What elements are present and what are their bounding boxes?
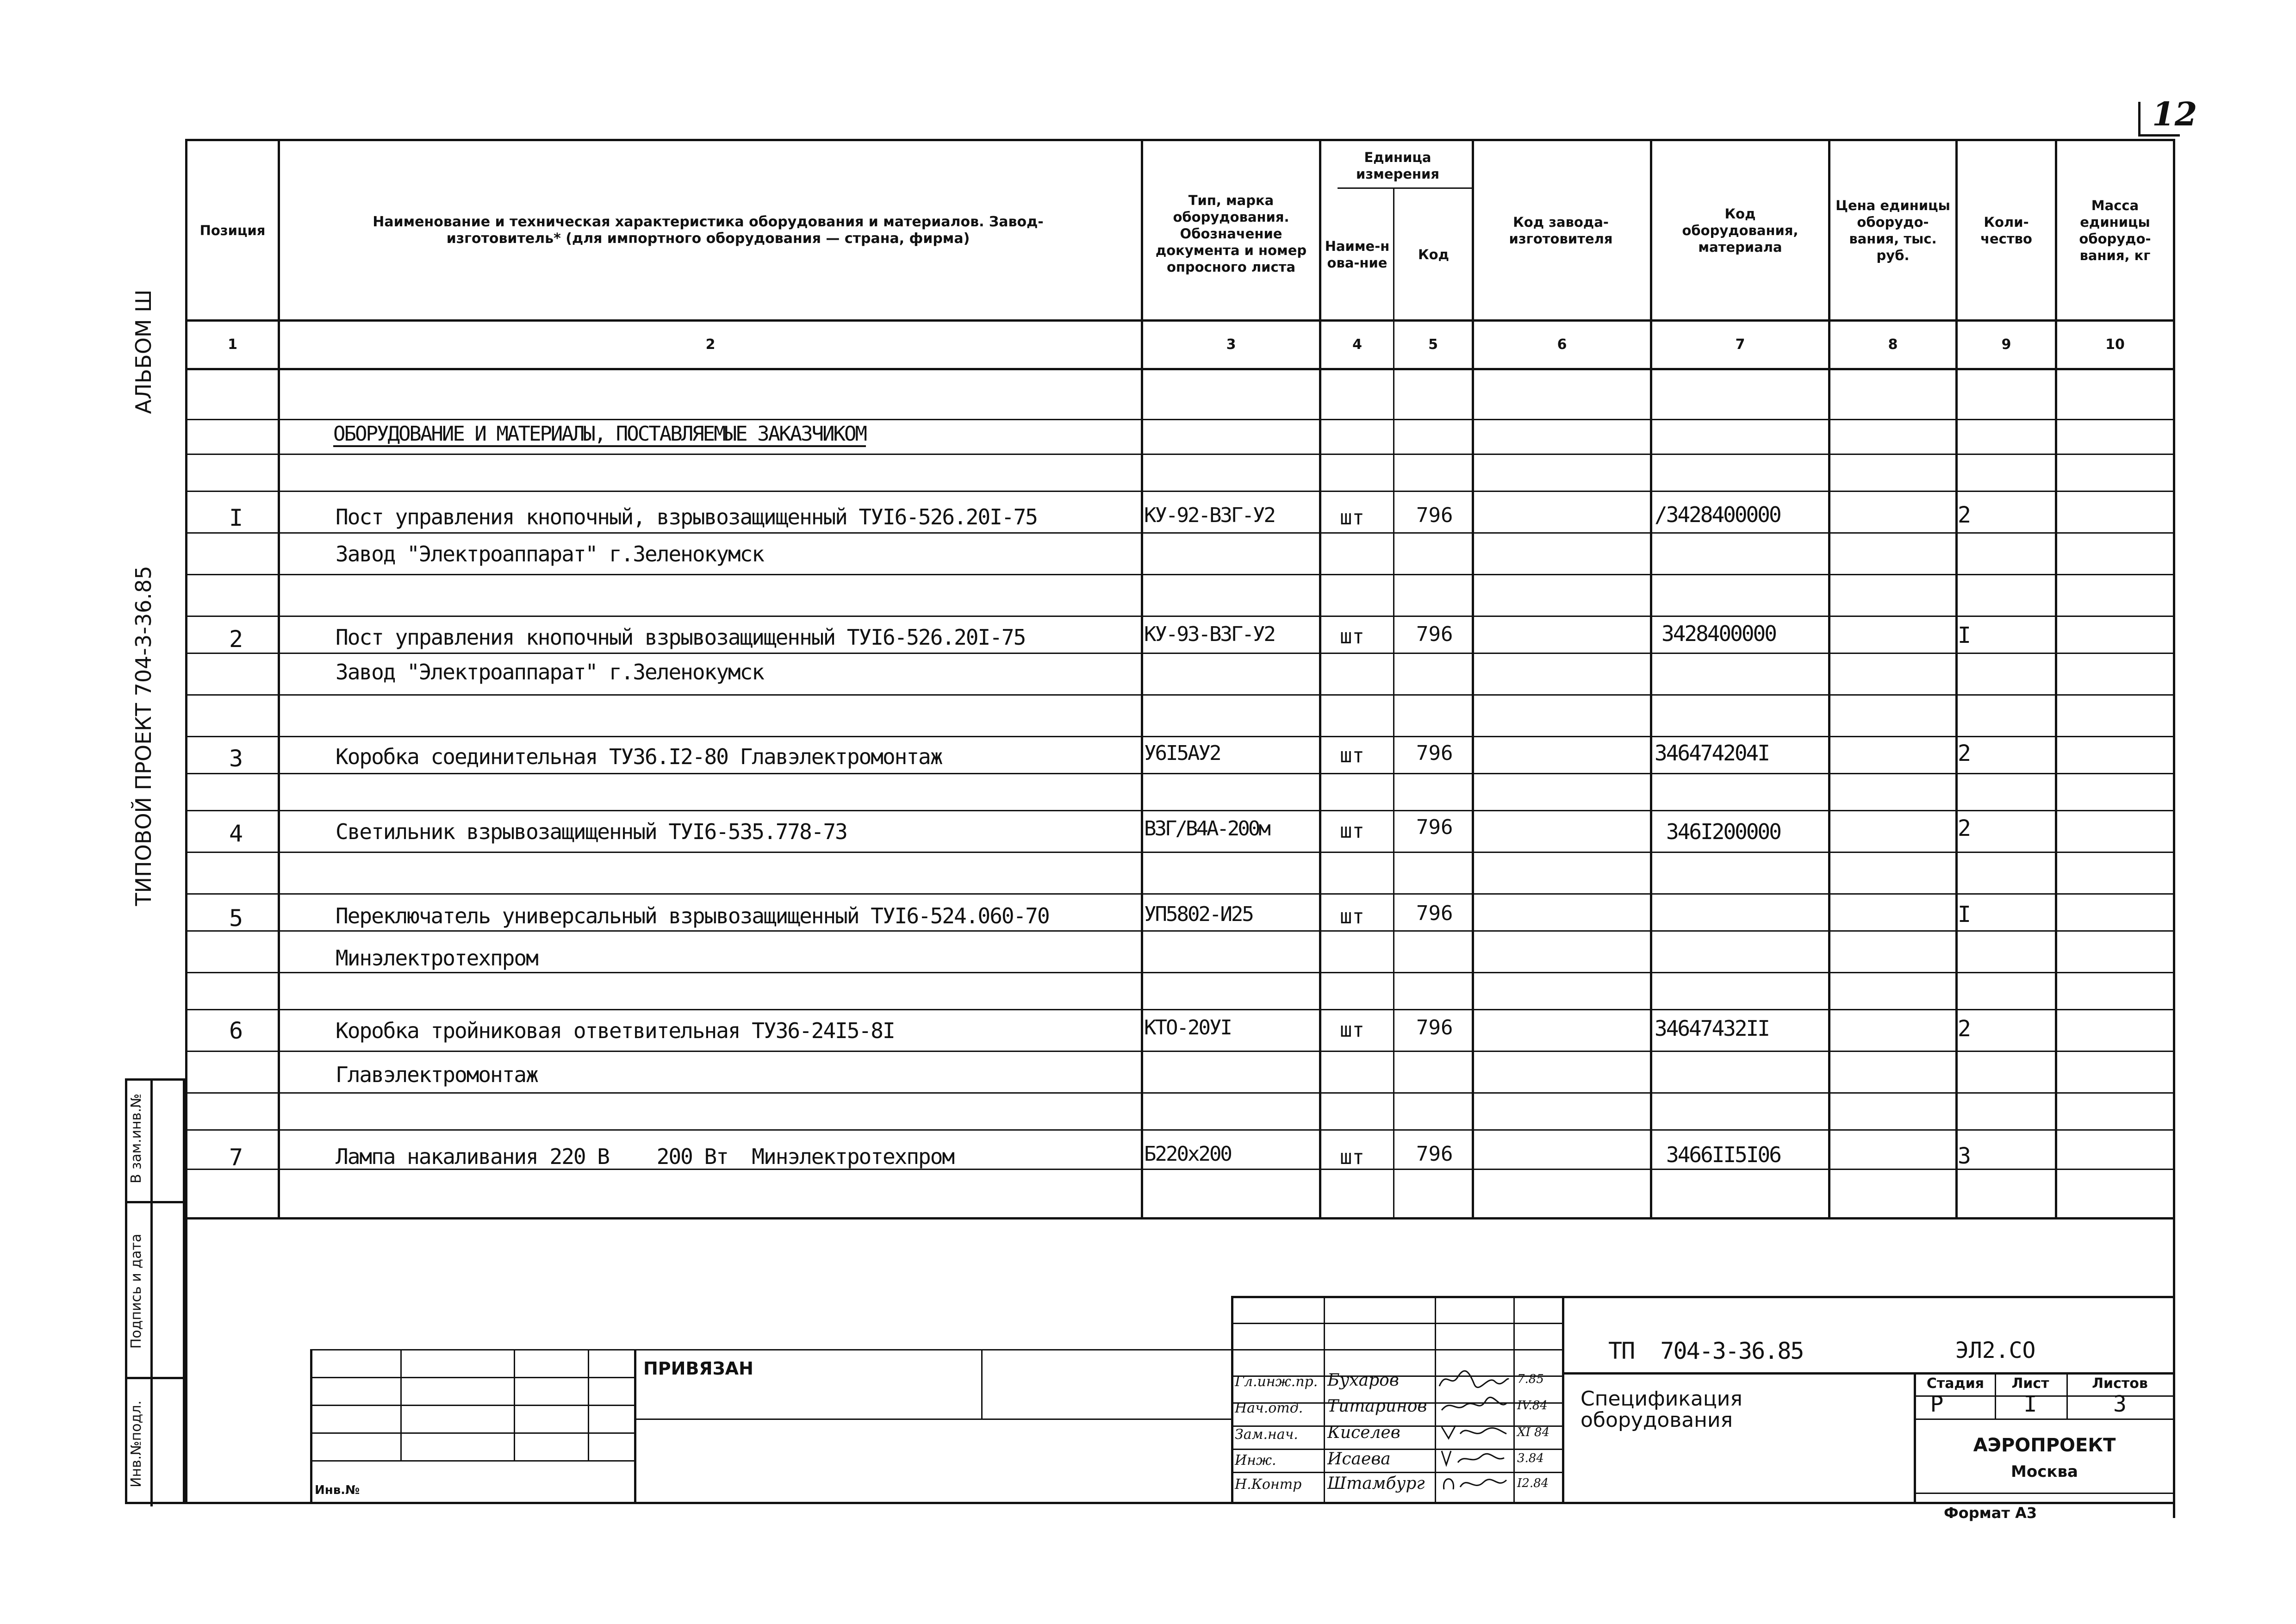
document-code: ТП 704-3-36.85 xyxy=(1608,1338,1804,1364)
item-6-manufacturer: Главэлектромонтаж xyxy=(336,1062,538,1087)
format-label: Формат А3 xyxy=(1944,1504,2037,1522)
signer-4-date: 3.84 xyxy=(1517,1451,1544,1465)
item-5-name: Переключатель универсальный взрывозащищенный ТУI6-524.060-70 xyxy=(336,903,1049,928)
signer-1-role: Гл.инж.пр. xyxy=(1235,1374,1318,1390)
item-3-quantity: 2 xyxy=(1958,740,1971,766)
item-4-unit-code: 796 xyxy=(1416,815,1453,839)
item-6-quantity: 2 xyxy=(1958,1016,1971,1042)
signer-2-date: IV.84 xyxy=(1517,1399,1548,1412)
header-plant-code: Код завода-изготовителя xyxy=(1509,214,1613,247)
signer-1-date: 7.85 xyxy=(1517,1372,1544,1386)
item-6-unit: шт xyxy=(1340,1018,1364,1042)
item-2-unit-code: 796 xyxy=(1416,622,1453,646)
signer-3-name: Киселев xyxy=(1327,1423,1400,1442)
document-title: Спецификация оборудования xyxy=(1580,1387,1742,1432)
item-4-name: Светильник взрывозащищенный ТУI6-535.778-73 xyxy=(336,819,847,844)
signer-1-signature xyxy=(1437,1368,1511,1391)
item-7-unit: шт xyxy=(1340,1145,1364,1169)
item-4-position: 4 xyxy=(229,820,243,847)
item-2-manufacturer: Завод "Электроаппарат" г.Зеленокумск xyxy=(336,660,764,684)
header-unit-name: Наиме-нова-ние xyxy=(1325,238,1390,271)
item-7-name: Лампа накаливания 220 В 200 Вт Минэлектротехпром xyxy=(336,1144,954,1169)
header-quantity: Коли-чество xyxy=(1980,214,2032,247)
item-4-code: 346I200000 xyxy=(1666,819,1780,844)
signer-3-date: XI 84 xyxy=(1517,1425,1550,1439)
item-5-position: 5 xyxy=(229,905,243,932)
item-1-position: I xyxy=(229,504,243,531)
sheet-number-tick xyxy=(2138,102,2140,137)
item-6-unit-code: 796 xyxy=(1416,1016,1453,1039)
item-7-type: Б220х200 xyxy=(1144,1142,1231,1166)
album-label: АЛЬБОМ Ш xyxy=(131,289,156,414)
item-5-unit-code: 796 xyxy=(1416,902,1453,925)
sheets-label: Листов xyxy=(2092,1375,2148,1392)
signer-2-signature xyxy=(1439,1394,1509,1417)
section-title: ОБОРУДОВАНИЕ И МАТЕРИАЛЫ, ПОСТАВЛЯЕМЫЕ ЗАКАЗЧИКОМ xyxy=(333,422,866,446)
item-7-unit-code: 796 xyxy=(1416,1142,1453,1166)
signer-5-role: Н.Контр xyxy=(1235,1476,1302,1493)
inventory-label: Инв.№ xyxy=(315,1483,360,1497)
item-4-unit: шт xyxy=(1340,819,1364,843)
item-5-unit: шт xyxy=(1340,905,1364,928)
sheet-value: I xyxy=(2023,1391,2037,1417)
sheet-number: 12 xyxy=(2152,95,2197,133)
col-number-1: 1 xyxy=(228,336,237,353)
item-3-code: 346474204I xyxy=(1655,740,1769,765)
signer-2-name: Титаринов xyxy=(1327,1397,1427,1416)
header-position: Позиция xyxy=(199,222,266,238)
header-unit-code: Код xyxy=(1418,247,1450,262)
item-6-position: 6 xyxy=(229,1017,243,1044)
item-6-name: Коробка тройниковая ответвительная ТУ36-24I5-8I xyxy=(336,1018,895,1043)
sheet-number-underline xyxy=(2138,134,2180,137)
item-7-quantity: 3 xyxy=(1958,1143,1971,1169)
item-3-unit: шт xyxy=(1340,744,1364,767)
signer-4-role: Инж. xyxy=(1235,1452,1276,1468)
item-5-manufacturer: Минэлектротехпром xyxy=(336,946,538,971)
binding-block xyxy=(310,1349,1233,1504)
item-1-unit: шт xyxy=(1340,506,1364,529)
project-label: ТИПОВОЙ ПРОЕКТ 704-3-36.85 xyxy=(131,566,156,906)
header-price: Цена единицы оборудо-вания, тыс. руб. xyxy=(1836,197,1950,263)
item-2-type: КУ-93-ВЗГ-У2 xyxy=(1144,622,1275,646)
sheet-label: Лист xyxy=(2011,1375,2049,1392)
col-number-7: 7 xyxy=(1735,336,1745,353)
item-2-name: Пост управления кнопочный взрывозащищенный ТУI6-526.20I-75 xyxy=(336,625,1026,650)
item-6-type: КТО-20УI xyxy=(1144,1016,1231,1039)
header-equipment-code: Код оборудования, материала xyxy=(1682,205,1798,255)
signer-3-signature xyxy=(1439,1420,1509,1443)
item-3-unit-code: 796 xyxy=(1416,741,1453,765)
item-1-manufacturer: Завод "Электроаппарат" г.Зеленокумск xyxy=(336,541,764,566)
side-box-inv-orig: Инв.№подл. xyxy=(128,1400,144,1487)
header-type: Тип, марка оборудования. Обозначение документа и номер опросного листа xyxy=(1155,193,1307,275)
col-number-6: 6 xyxy=(1557,336,1567,353)
signer-1-name: Бухаров xyxy=(1327,1371,1399,1390)
header-unit-group: Единица измерения xyxy=(1356,149,1439,182)
item-6-code: 34647432II xyxy=(1655,1016,1769,1041)
signer-4-signature xyxy=(1439,1446,1509,1469)
col-number-9: 9 xyxy=(2001,336,2011,353)
stage-label: Стадия xyxy=(1926,1375,1985,1392)
col-number-8: 8 xyxy=(1888,336,1898,353)
col-number-4: 4 xyxy=(1352,336,1362,353)
item-1-quantity: 2 xyxy=(1958,502,1971,528)
item-7-code: 3466II5I06 xyxy=(1666,1142,1780,1167)
header-name: Наименование и техническая характеристика оборудования и материалов. Завод-изготовитель* (для импортного оборудования — страна, фирма) xyxy=(373,213,1044,247)
item-3-name: Коробка соединительная ТУ36.I2-80 Главэлектромонтаж xyxy=(336,744,942,769)
organization-city: Москва xyxy=(2011,1462,2078,1481)
sheets-value: 3 xyxy=(2113,1391,2127,1417)
item-4-quantity: 2 xyxy=(1958,815,1971,841)
col-number-3: 3 xyxy=(1226,336,1236,353)
col-number-5: 5 xyxy=(1428,336,1438,353)
header-mass: Масса единицы оборудо-вания, кг xyxy=(2079,197,2151,263)
item-5-quantity: I xyxy=(1958,902,1971,927)
item-1-unit-code: 796 xyxy=(1416,504,1453,527)
item-1-name: Пост управления кнопочный, взрывозащищенный ТУI6-526.20I-75 xyxy=(336,504,1037,529)
sheet-code: ЭЛ2.СО xyxy=(1955,1338,2036,1363)
item-2-code: 3428400000 xyxy=(1661,621,1776,646)
col-number-10: 10 xyxy=(2105,336,2125,353)
item-2-unit: шт xyxy=(1340,625,1364,648)
item-2-position: 2 xyxy=(229,626,243,653)
signer-5-name: Штамбург xyxy=(1327,1474,1425,1493)
binding-label: ПРИВЯЗАН xyxy=(643,1358,753,1379)
item-1-type: КУ-92-ВЗГ-У2 xyxy=(1144,504,1275,527)
item-3-type: У6I5АУ2 xyxy=(1144,741,1220,765)
col-number-2: 2 xyxy=(705,336,716,353)
item-5-type: УП5802-И25 xyxy=(1144,902,1253,926)
signer-3-role: Зам.нач. xyxy=(1235,1426,1298,1443)
stage-value: Р xyxy=(1930,1391,1944,1417)
item-2-quantity: I xyxy=(1958,622,1971,648)
signer-4-name: Исаева xyxy=(1327,1450,1391,1468)
side-box-signature: Подпись и дата xyxy=(128,1233,144,1349)
signer-5-signature xyxy=(1439,1471,1509,1496)
item-3-position: 3 xyxy=(229,745,243,772)
item-1-code: /3428400000 xyxy=(1655,502,1780,527)
item-4-type: ВЗГ/В4А-200м xyxy=(1144,817,1269,840)
signer-2-role: Нач.отд. xyxy=(1235,1400,1303,1416)
side-box-replace-inv: В зам.инв.№ xyxy=(128,1093,144,1184)
organization-name: АЭРОПРОЕКТ xyxy=(1973,1435,2116,1456)
item-7-position: 7 xyxy=(229,1144,243,1171)
signer-5-date: I2.84 xyxy=(1517,1476,1549,1490)
